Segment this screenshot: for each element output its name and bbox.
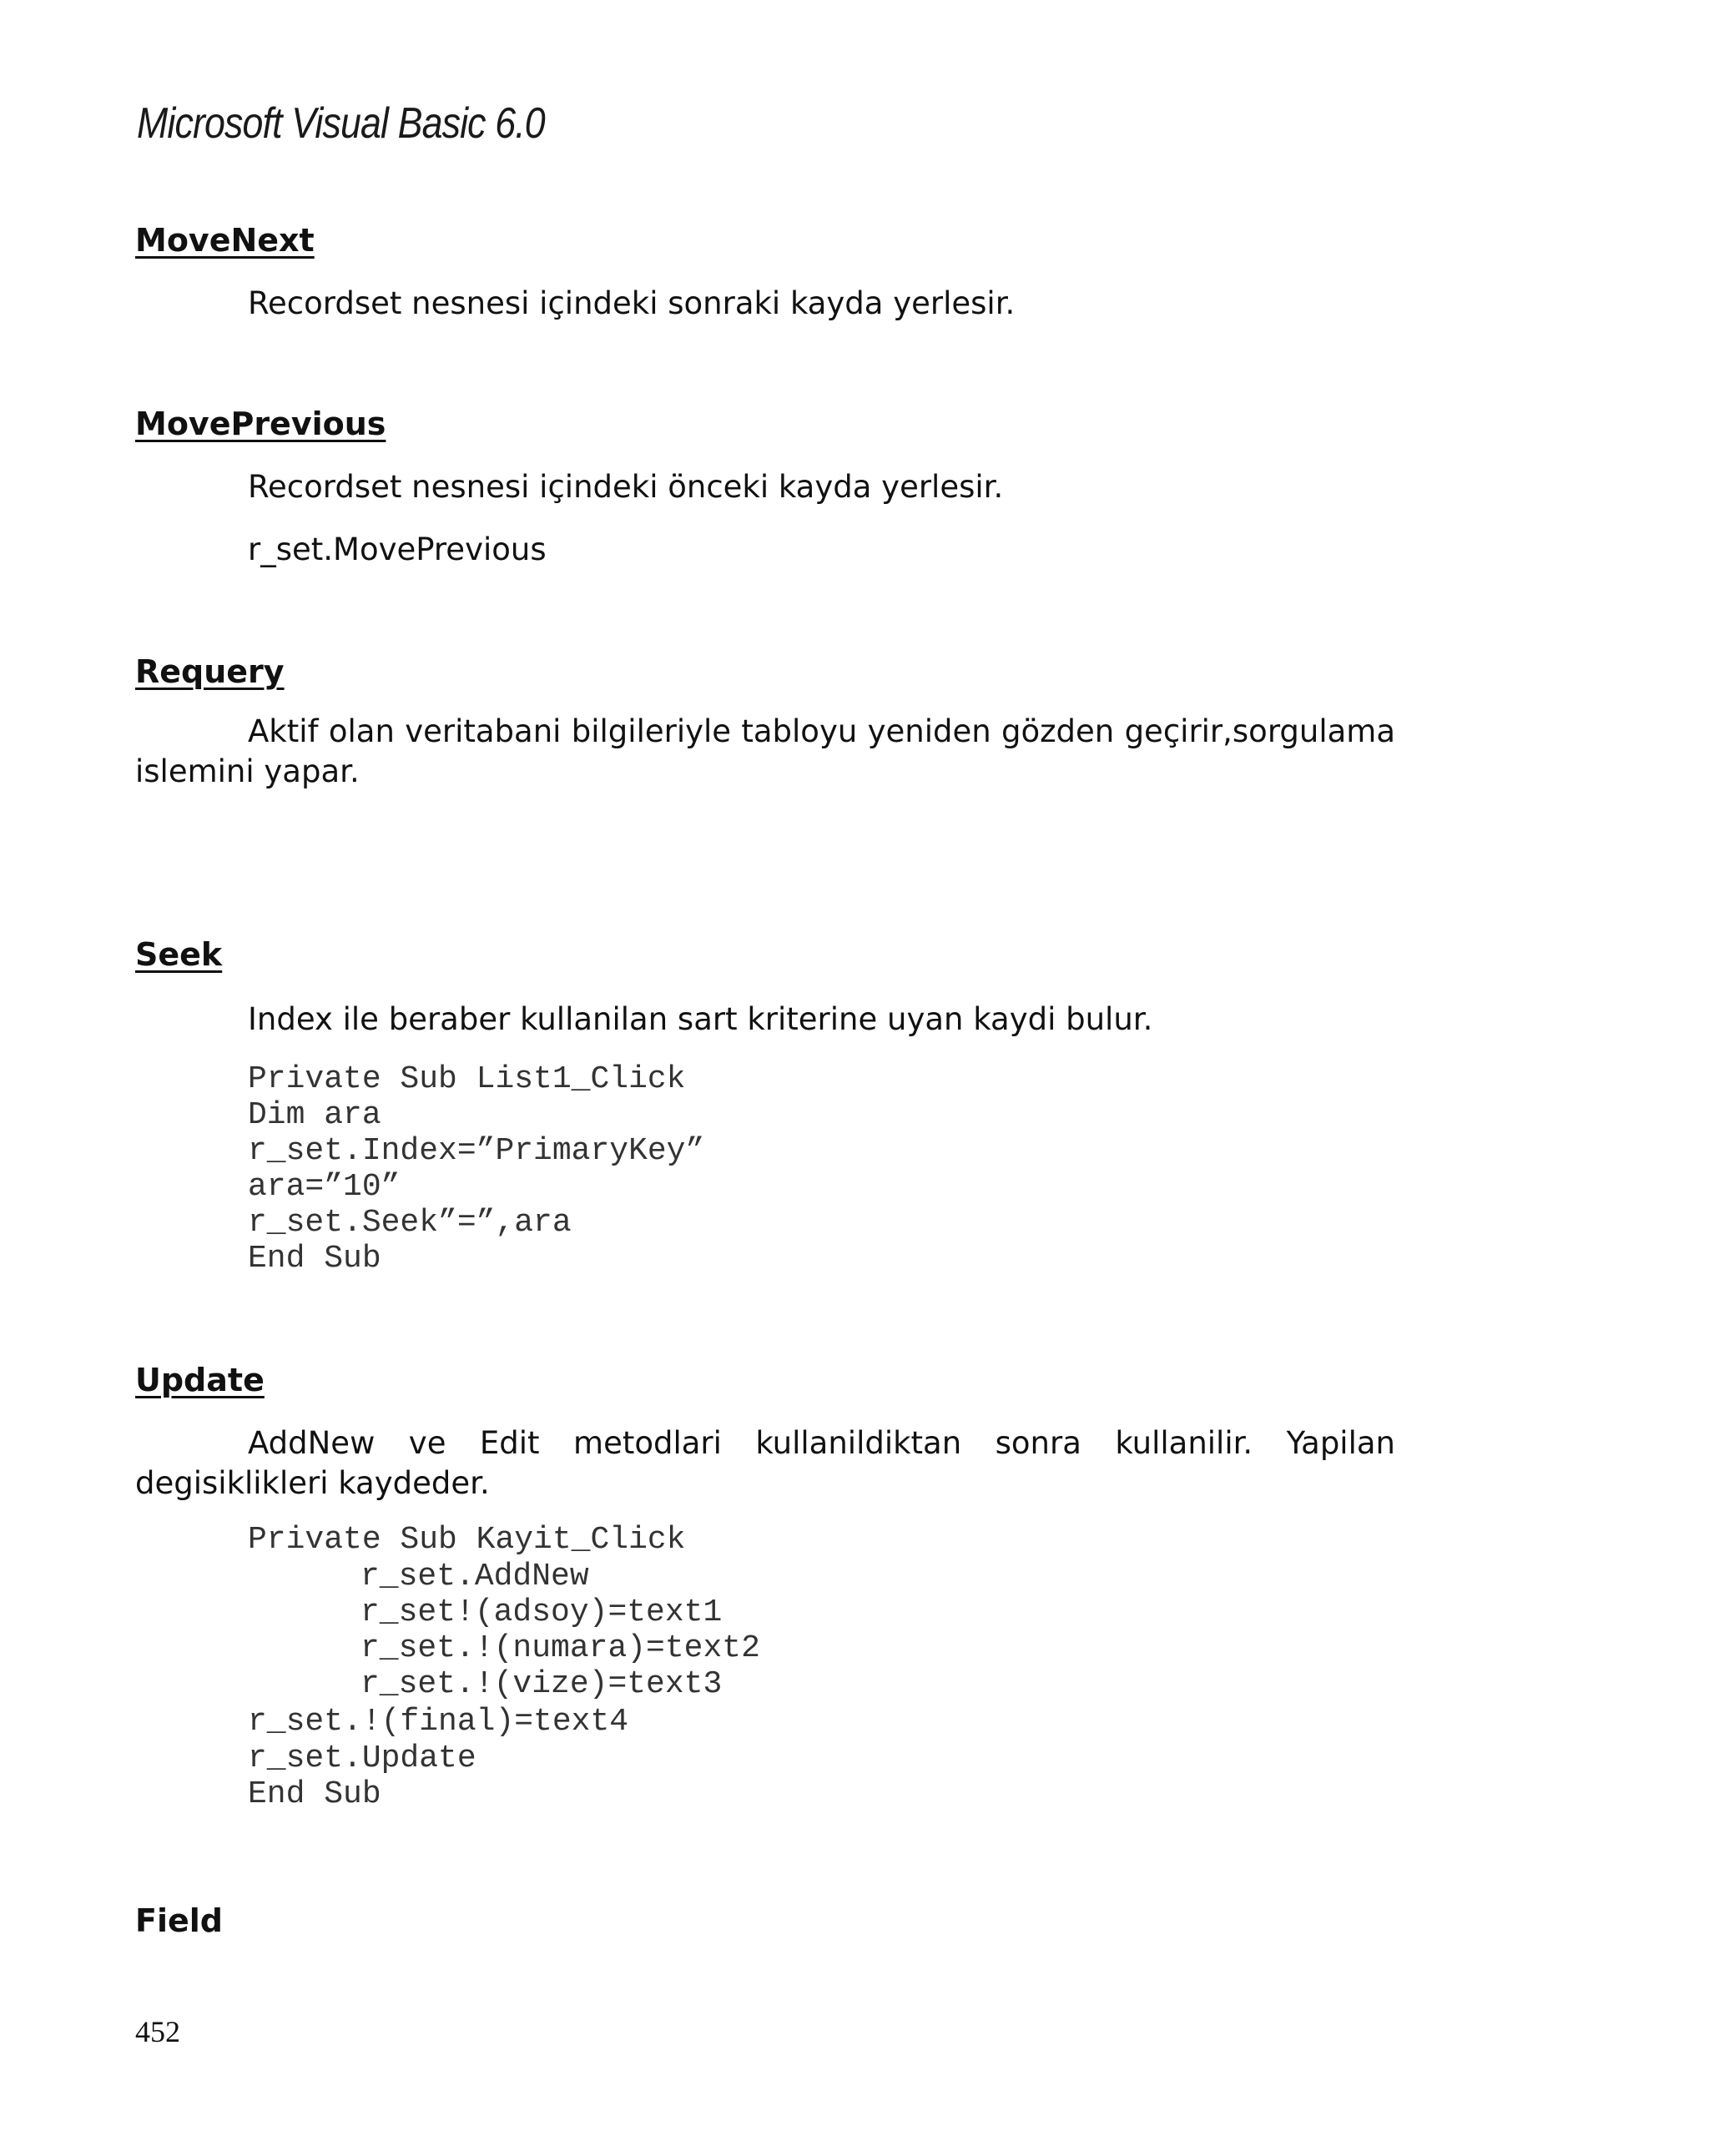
- update-description: AddNew ve Edit metodlari kullanildiktan sonra kullanilir. Yapilan degisiklikleri kaydeder.: [135, 1425, 1395, 1501]
- moveprevious-description: Recordset nesnesi içindeki önceki kayda yerlesir.: [248, 469, 1004, 505]
- heading-movenext: MoveNext: [135, 222, 315, 259]
- seek-code-block: [248, 1061, 705, 1312]
- code-line: r_set.Update: [248, 1740, 476, 1776]
- book-title: Microsoft Visual Basic 6.0: [137, 99, 545, 148]
- heading-update: Update: [135, 1362, 265, 1398]
- code-line: r_set!(adsoy)=text1: [360, 1594, 723, 1630]
- code-line: r_set.!(numara)=text2: [360, 1630, 760, 1666]
- code-line: End Sub: [248, 1776, 381, 1812]
- heading-field: Field: [135, 1902, 223, 1939]
- code-line: End Sub: [248, 1241, 381, 1277]
- code-line: r_set.AddNew: [360, 1559, 589, 1594]
- update-code-block: [248, 1522, 760, 1845]
- code-line: ara=”10”: [248, 1169, 401, 1205]
- code-line: r_set.Index=”PrimaryKey”: [248, 1133, 705, 1169]
- code-line: r_set.Seek”=”,ara: [248, 1205, 572, 1241]
- heading-seek: Seek: [135, 936, 223, 973]
- heading-requery: Requery: [135, 653, 285, 690]
- code-line: Private Sub Kayit_Click: [248, 1522, 686, 1558]
- page-number: 452: [135, 2015, 180, 2048]
- seek-description: Index ile beraber kullanilan sart kriterine uyan kaydi bulur.: [248, 1001, 1153, 1037]
- heading-moveprevious: MovePrevious: [135, 406, 386, 442]
- movenext-description: Recordset nesnesi içindeki sonraki kayda yerlesir.: [248, 285, 1016, 321]
- code-line: r_set.!(final)=text4: [248, 1704, 629, 1740]
- requery-description: Aktif olan veritabani bilgileriyle tabloyu yeniden gözden geçirir,sorgulama islemini yapar.: [135, 713, 1395, 789]
- moveprevious-example: r_set.MovePrevious: [248, 531, 547, 567]
- code-line: Dim ara: [248, 1097, 381, 1133]
- code-line: r_set.!(vize)=text3: [360, 1666, 723, 1702]
- code-line: Private Sub List1_Click: [248, 1061, 686, 1097]
